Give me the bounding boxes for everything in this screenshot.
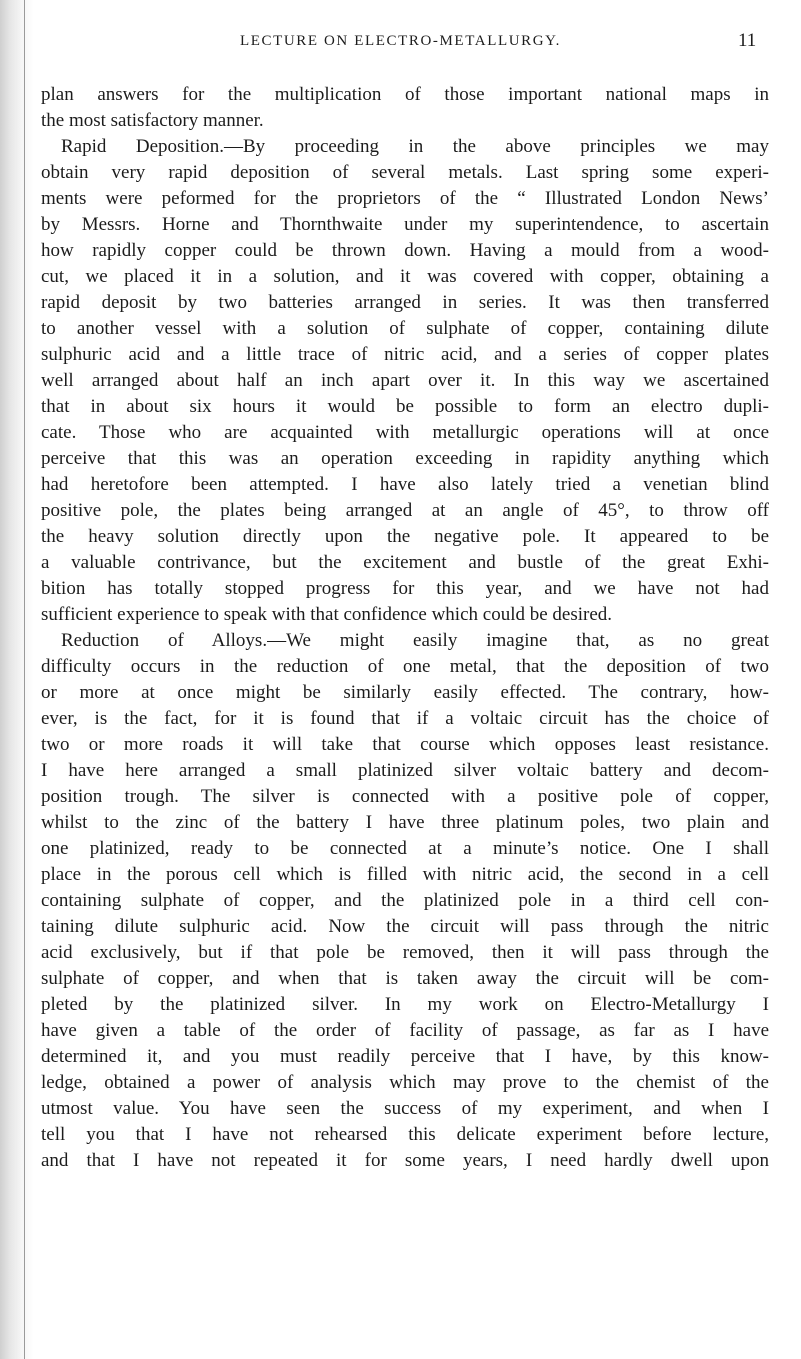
text-line: sulphate of copper, and when that is taken away the circuit will be com- [41,968,769,989]
text-line: ments were peformed for the proprietors of the “ Illustrated London News’ [41,188,769,209]
text-line: or more at once might be similarly easily effected. The contrary, how- [41,682,769,703]
text-line: I have here arranged a small platinized silver voltaic battery and decom- [41,760,769,781]
text-line: perceive that this was an operation exceeding in rapidity anything which [41,448,769,469]
text-line: place in the porous cell which is filled with nitric acid, the second in a cell [41,864,769,885]
running-head [0,30,801,52]
text-line: utmost value. You have seen the success of my experiment, and when I [41,1098,769,1119]
text-line: ledge, obtained a power of analysis which may prove to the chemist of the [41,1072,769,1093]
page-binding-shadow [0,0,34,1359]
text-line: obtain very rapid deposition of several metals. Last spring some experi- [41,162,769,183]
text-line: positive pole, the plates being arranged at an angle of 45°, to throw off [41,500,769,521]
text-line: and that I have not repeated it for some years, I need hardly dwell upon [41,1150,769,1171]
body-text [41,82,769,1174]
text-line: sulphuric acid and a little trace of nitric acid, and a series of copper plates [41,344,769,365]
text-line: rapid deposit by two batteries arranged in series. It was then transferred [41,292,769,313]
text-line: pleted by the platinized silver. In my work on Electro-Metallurgy I [41,994,769,1015]
page-number: 11 [738,30,757,51]
text-line: that in about six hours it would be possible to form an electro dupli- [41,396,769,417]
text-line: sufficient experience to speak with that confidence which could be desired. [41,604,613,625]
text-line: acid exclusively, but if that pole be removed, then it will pass through the [41,942,769,963]
text-line: have given a table of the order of facility of passage, as far as I have [41,1020,769,1041]
text-line: to another vessel with a solution of sulphate of copper, containing dilute [41,318,769,339]
text-line: position trough. The silver is connected with a positive pole of copper, [41,786,769,807]
text-line: two or more roads it will take that course which opposes least resistance. [41,734,769,755]
text-line: taining dilute sulphuric acid. Now the circuit will pass through the nitric [41,916,769,937]
text-line: cut, we placed it in a solution, and it was covered with copper, obtaining a [41,266,769,287]
text-line: cate. Those who are acquainted with metallurgic operations will at once [41,422,769,443]
text-line: tell you that I have not rehearsed this delicate experiment before lecture, [41,1124,769,1145]
text-line: by Messrs. Horne and Thornthwaite under my superintendence, to ascertain [41,214,769,235]
text-line: had heretofore been attempted. I have also lately tried a venetian blind [41,474,769,495]
text-line: bition has totally stopped progress for this year, and we have not had [41,578,769,599]
page-binding-edge [24,0,25,1359]
text-line: plan answers for the multiplication of those important national maps in [41,84,769,105]
text-line: determined it, and you must readily perceive that I have, by this know- [41,1046,769,1067]
text-line: how rapidly copper could be thrown down. Having a mould from a wood- [41,240,769,261]
text-line: difficulty occurs in the reduction of one metal, that the deposition of two [41,656,769,677]
section-heading-line: Reduction of Alloys.—We might easily imagine that, as no great [61,630,769,651]
text-line: well arranged about half an inch apart over it. In this way we ascertained [41,370,769,391]
running-title: LECTURE ON ELECTRO-METALLURGY. [239,33,562,49]
text-line: one platinized, ready to be connected at a minute’s notice. One I shall [41,838,769,859]
text-line: the most satisfactory manner. [41,110,264,131]
section-heading-line: Rapid Deposition.—By proceeding in the above principles we may [61,136,769,157]
text-line: the heavy solution directly upon the negative pole. It appeared to be [41,526,769,547]
text-line: ever, is the fact, for it is found that if a voltaic circuit has the choice of [41,708,769,729]
text-line: containing sulphate of copper, and the platinized pole in a third cell con- [41,890,769,911]
text-line: a valuable contrivance, but the excitement and bustle of the great Exhi- [41,552,769,573]
text-line: whilst to the zinc of the battery I have three platinum poles, two plain and [41,812,769,833]
